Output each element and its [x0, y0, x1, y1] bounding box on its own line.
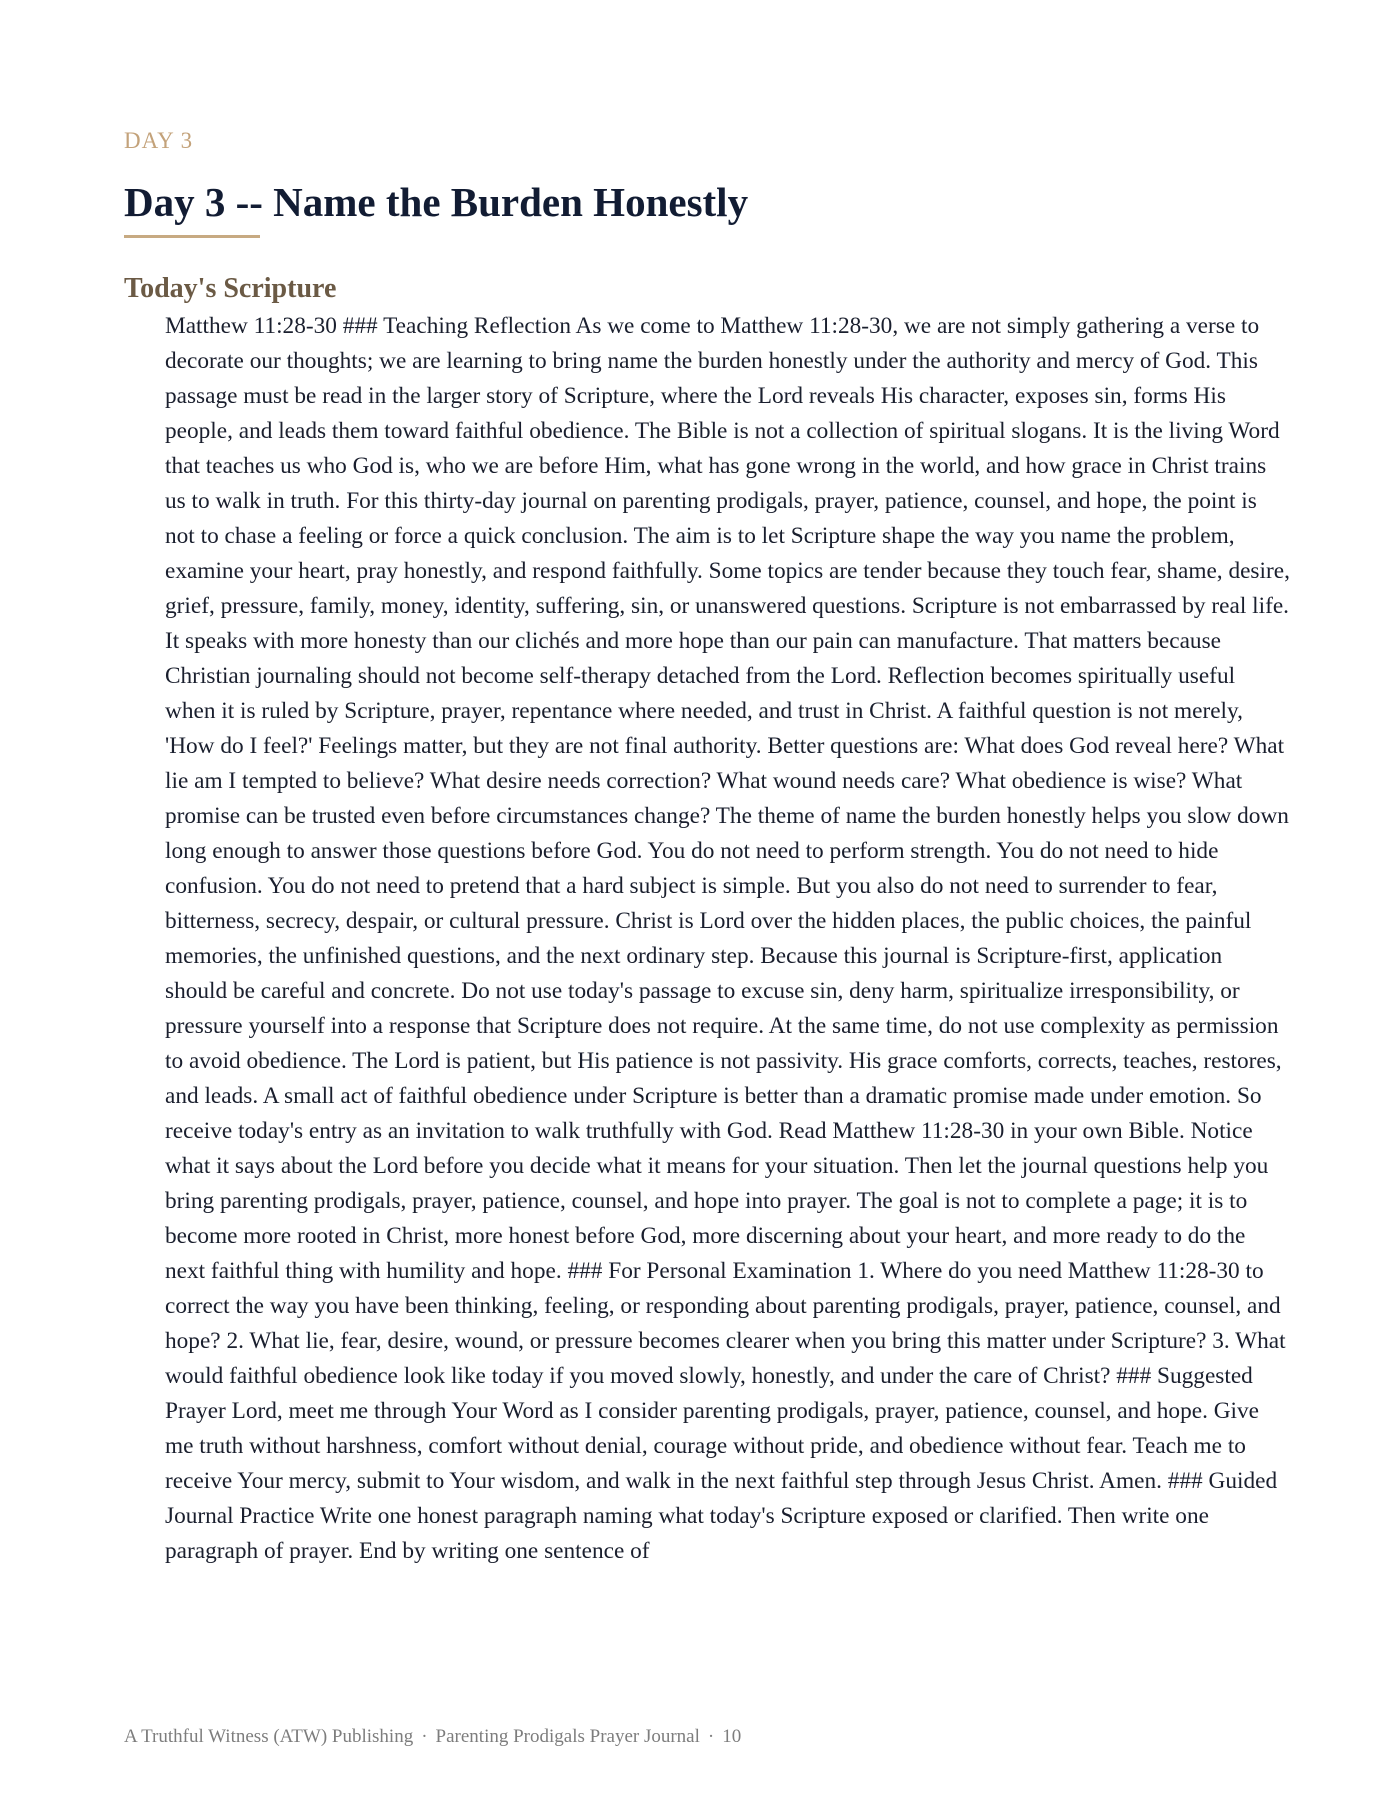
scripture-body-text: Matthew 11:28-30 ### Teaching Reflection As we come to Matthew 11:28-30, we are not simply gathering a verse to decorate our thoughts; we are learning to bring name the burden honestly under the authority and mercy of God. This passage must be read in the larger story of Scripture, where the Lord reveals His character, exposes sin, forms His people, and leads them toward faithful obedience. The Bible is not a collection of spiritual slogans. It is the living Word that teaches us who God is, who we are before Him, what has gone wrong in the world, and how grace in Christ trains us to walk in truth. For this thirty-day journal on parenting prodigals, prayer, patience, counsel, and hope, the point is not to chase a feeling or force a quick conclusion. The aim is to let Scripture shape the way you name the problem, examine your heart, pray honestly, and respond faithfully. Some topics are tender because they touch fear, shame, desire, grief, pressure, family, money, identity, suffering, sin, or unanswered questions. Scripture is not embarrassed by real life. It speaks with more honesty than our clichés and more hope than our pain can manufacture. That matters because Christian journaling should not become self-therapy detached from the Lord. Reflection becomes spiritually useful when it is ruled by Scripture, prayer, repentance where needed, and trust in Christ. A faithful question is not merely, 'How do I feel?' Feelings matter, but they are not final authority. Better questions are: What does God reveal here? What lie am I tempted to believe? What desire needs correction? What wound needs care? What obedience is wise? What promise can be trusted even before circumstances change? The theme of name the burden honestly helps you slow down long enough to answer those questions before God. You do not need to perform strength. You do not need to hide confusion. You do not need to pretend that a hard subject is simple. But you also do not need to surrender to fear, bitterness, secrecy, despair, or cultural pressure. Christ is Lord over the hidden places, the public choices, the painful memories, the unfinished questions, and the next ordinary step. Because this journal is Scripture-first, application should be careful and concrete. Do not use today's passage to excuse sin, deny harm, spiritualize irresponsibility, or pressure yourself into a response that Scripture does not require. At the same time, do not use complexity as permission to avoid obedience. The Lord is patient, but His patience is not passivity. His grace comforts, corrects, teaches, restores, and leads. A small act of faithful obedience under Scripture is better than a dramatic promise made under emotion. So receive today's entry as an invitation to walk truthfully with God. Read Matthew 11:28-30 in your own Bible. Notice what it says about the Lord before you decide what it means for your situation. Then let the journal questions help you bring parenting prodigals, prayer, patience, counsel, and hope into prayer. The goal is not to complete a page; it is to become more rooted in Christ, more honest before God, more discerning about your heart, and more ready to do the next faithful thing with humility and hope. ### For Personal Examination 1. Where do you need Matthew 11:28-30 to correct the way you have been thinking, feeling, or responding about parenting prodigals, prayer, patience, counsel, and hope? 2. What lie, fear, desire, wound, or pressure becomes clearer when you bring this matter under Scripture? 3. What would faithful obedience look like today if you moved slowly, honestly, and under the care of Christ? ### Suggested Prayer Lord, meet me through Your Word as I consider parenting prodigals, prayer, patience, counsel, and hope. Give me truth without harshness, comfort without denial, courage without pride, and obedience without fear. Teach me to receive Your mercy, submit to Your wisdom, and walk in the next faithful step through Jesus Christ. Amen. ### Guided Journal Practice Write one honest paragraph naming what today's Scripture exposed or clarified. Then write one paragraph of prayer. End by writing one sentence of	[165, 313, 1290, 1564]
day-label: DAY 3	[124, 128, 194, 153]
title-underline-divider	[124, 235, 260, 238]
footer-separator: ·	[707, 1726, 715, 1747]
footer-book-title: Parenting Prodigals Prayer Journal	[435, 1726, 700, 1747]
footer-separator: ·	[421, 1726, 428, 1747]
page-footer	[124, 1726, 741, 1748]
footer-page-number: 10	[722, 1726, 742, 1747]
page-title: Day 3 -- Name the Burden Honestly	[124, 179, 749, 225]
section-heading: Today's Scripture	[124, 273, 337, 304]
footer-publisher: A Truthful Witness (ATW) Publishing	[124, 1726, 414, 1747]
